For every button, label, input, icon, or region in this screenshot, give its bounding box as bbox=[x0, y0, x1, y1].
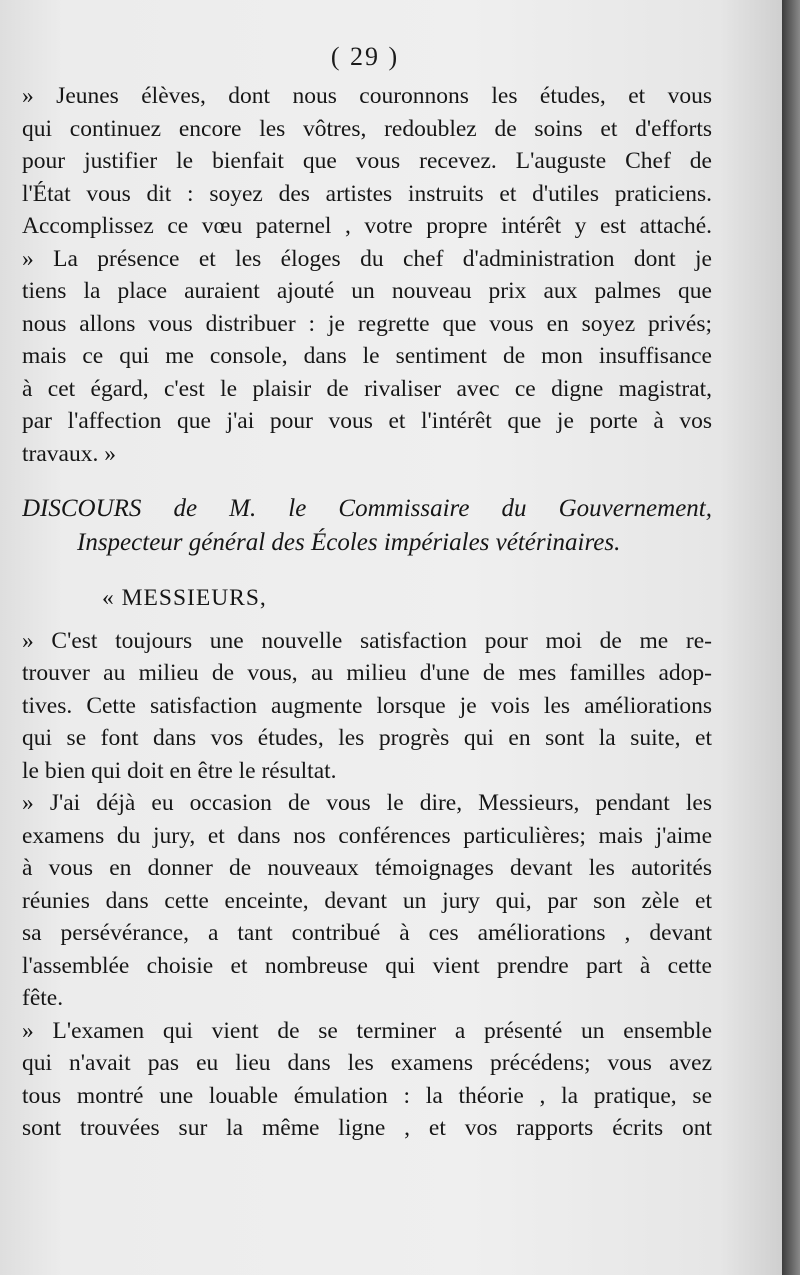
text-line: tiens la place auraient ajouté un nouveau prix aux palmes que bbox=[22, 278, 712, 304]
paragraph-4 bbox=[22, 787, 712, 1015]
heading-line-2: Inspecteur général des Écoles impériales vétérinaires. bbox=[77, 529, 621, 556]
text-line: mais ce qui me console, dans le sentiment de mon insuffisance bbox=[22, 343, 712, 369]
text-line: qui continuez encore les vôtres, redoublez de soins et d'efforts bbox=[22, 115, 712, 142]
paragraph-5 bbox=[22, 1015, 712, 1145]
text-line: trouver au milieu de vous, au milieu d'une de mes familles adop- bbox=[22, 660, 712, 686]
paragraph-3 bbox=[22, 625, 712, 788]
text-line: travaux. » bbox=[22, 440, 116, 467]
text-line: nous allons vous distribuer : je regrette que vous en soyez privés; bbox=[22, 310, 712, 337]
text-line: » La présence et les éloges du chef d'administration dont je bbox=[22, 245, 712, 272]
page-text bbox=[22, 80, 712, 1145]
text-line: » Jeunes élèves, dont nous couronnons les études, et vous bbox=[22, 83, 712, 109]
text-line: tous montré une louable émulation : la théorie , la pratique, se bbox=[22, 1082, 712, 1109]
text-line: examens du jury, et dans nos conférences particulières; mais j'aime bbox=[22, 822, 712, 849]
text-line: à vous en donner de nouveaux témoignages devant les autorités bbox=[22, 855, 712, 881]
text-line: qui se font dans vos études, les progrès qui en sont la suite, et bbox=[22, 725, 712, 751]
text-line: pour justifier le bienfait que vous recevez. L'auguste Chef de bbox=[22, 148, 712, 174]
text-line: » C'est toujours une nouvelle satisfaction pour moi de me re- bbox=[22, 627, 712, 654]
text-line: tives. Cette satisfaction augmente lorsque je vois les améliorations bbox=[22, 692, 712, 719]
text-line: qui n'avait pas eu lieu dans les examens précédens; vous avez bbox=[22, 1050, 712, 1076]
page-number: ( 29 ) bbox=[330, 42, 400, 71]
text-line: » J'ai déjà eu occasion de vous le dire, Messieurs, pendant les bbox=[22, 790, 712, 816]
text-line: l'assemblée choisie et nombreuse qui vient prendre part à cette bbox=[22, 952, 712, 979]
text-line: l'État vous dit : soyez des artistes instruits et d'utiles praticiens. bbox=[22, 180, 712, 207]
text-line: à cet égard, c'est le plaisir de rivaliser avec ce digne magistrat, bbox=[22, 375, 712, 402]
paragraph-2 bbox=[22, 243, 712, 471]
paragraph-1 bbox=[22, 80, 712, 243]
text-line: réunies dans cette enceinte, devant un jury qui, par son zèle et bbox=[22, 887, 712, 914]
heading-line-1: DISCOURS de M. le Commissaire du Gouvernement, bbox=[22, 495, 712, 522]
text-line: Accomplissez ce vœu paternel , votre propre intérêt y est attaché. bbox=[22, 213, 712, 239]
text-line: le bien qui doit en être le résultat. bbox=[22, 757, 337, 784]
book-gutter bbox=[782, 0, 800, 1275]
salutation: « MESSIEURS, bbox=[102, 585, 267, 611]
section-heading bbox=[22, 492, 712, 560]
text-line: » L'examen qui vient de se terminer a présenté un ensemble bbox=[22, 1017, 712, 1044]
text-line: sont trouvées sur la même ligne , et vos rapports écrits ont bbox=[22, 1115, 712, 1141]
text-line: fête. bbox=[22, 985, 64, 1011]
text-line: par l'affection que j'ai pour vous et l'intérêt que je porte à vos bbox=[22, 408, 712, 434]
text-line: sa persévérance, a tant contribué à ces améliorations , devant bbox=[22, 920, 712, 946]
